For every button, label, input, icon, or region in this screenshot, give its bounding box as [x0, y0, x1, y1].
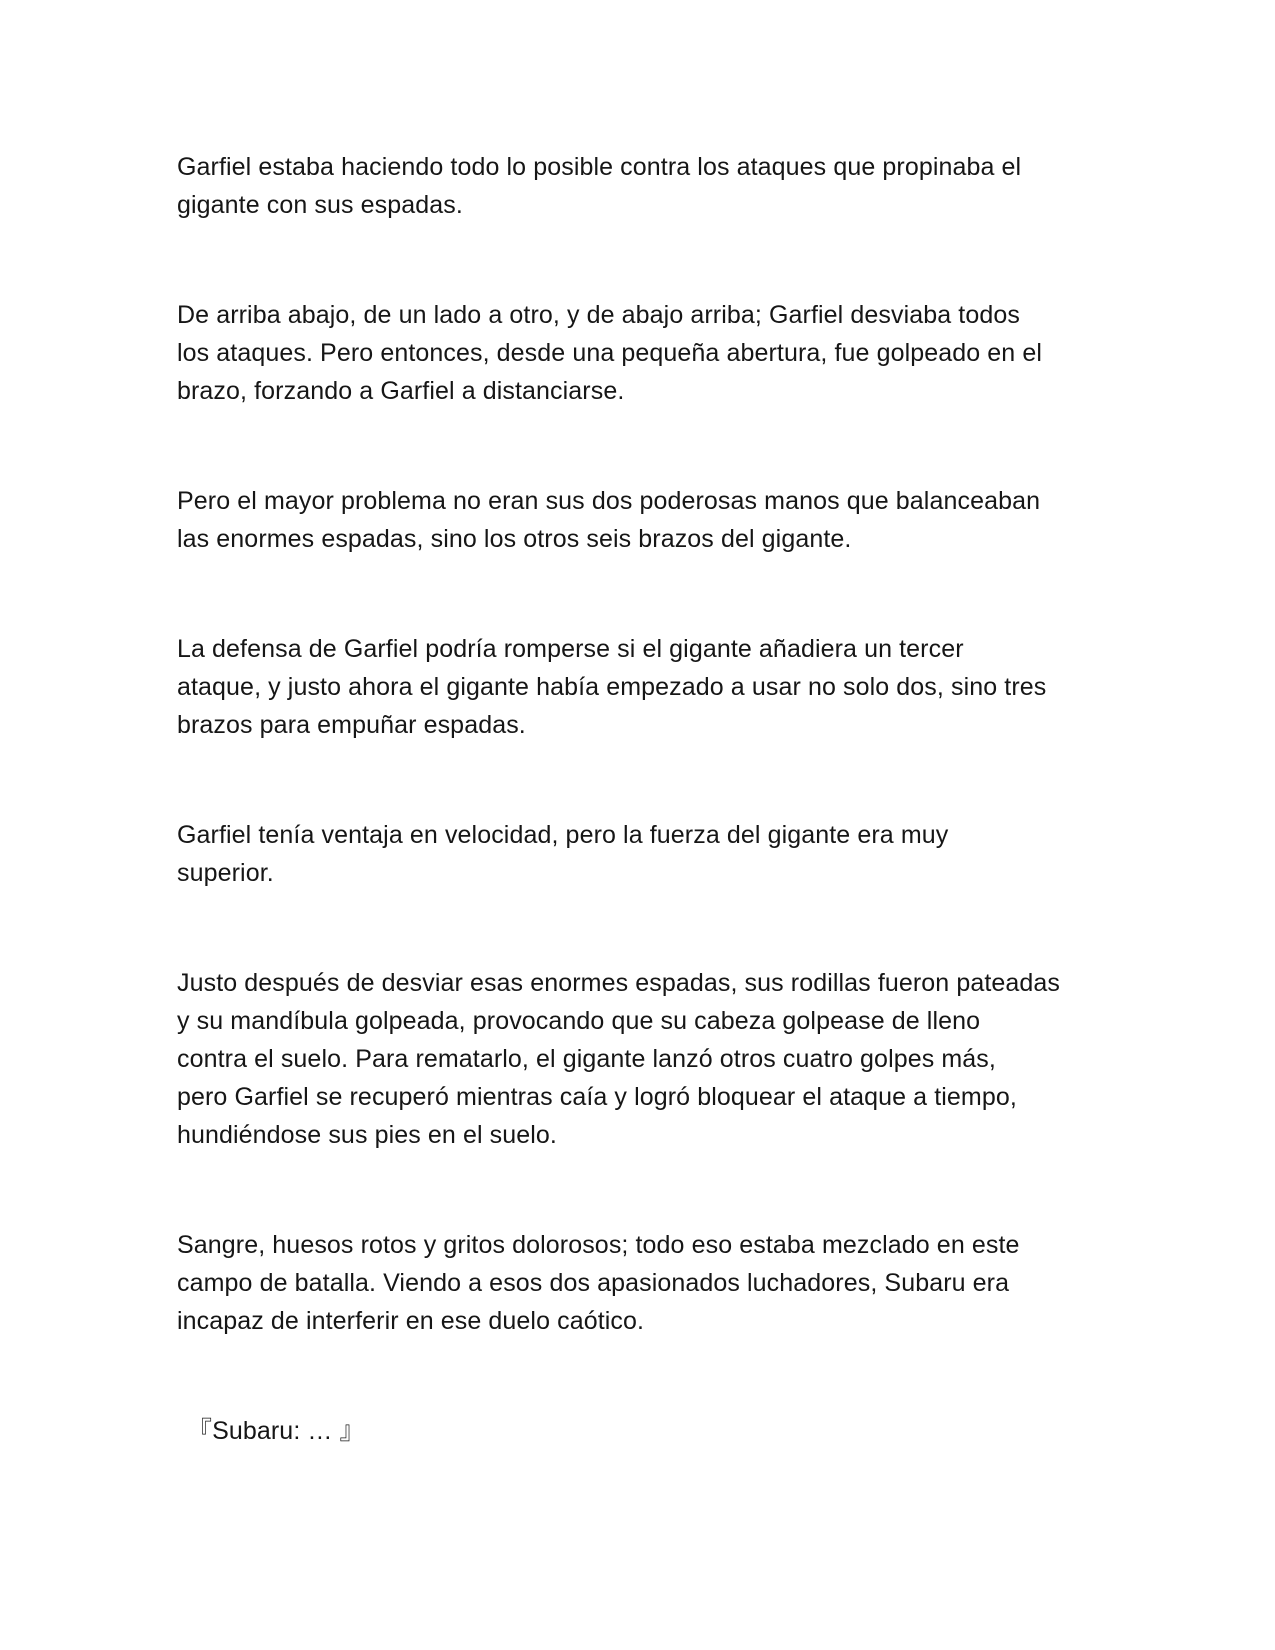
paragraph-2: De arriba abajo, de un lado a otro, y de abajo arriba; Garfiel desviaba todos los ataques. Pero entonces, desde una pequeña abertura, fue golpeado en el brazo, forzando a Garfiel a distanciarse.: [177, 301, 1043, 405]
paragraph-1: Garfiel estaba haciendo todo lo posible contra los ataques que propinaba el gigante con sus espadas.: [177, 153, 1022, 219]
document-body: [177, 148, 1107, 1450]
paragraph-7: Sangre, huesos rotos y gritos dolorosos; todo eso estaba mezclado en este campo de batalla. Viendo a esos dos apasionados luchadores, Subaru era incapaz de interferir en ese duelo caótico.: [177, 1231, 1020, 1335]
paragraph-5: Garfiel tenía ventaja en velocidad, pero la fuerza del gigante era muy superior.: [177, 821, 949, 887]
dialogue-line: 『Subaru: … 』: [187, 1417, 365, 1445]
paragraph-6: Justo después de desviar esas enormes espadas, sus rodillas fueron pateadas y su mandíbula golpeada, provocando que su cabeza golpease de lleno contra el suelo. Para rematarlo, el gigante lanzó otros cuatro golpes más, pero Garfiel se recuperó mientras caía y logró bloquear el ataque a tiempo, hundiéndose sus pies en el suelo.: [177, 969, 1061, 1149]
paragraph-4: La defensa de Garfiel podría romperse si el gigante añadiera un tercer ataque, y justo ahora el gigante había empezado a usar no solo dos, sino tres brazos para empuñar espadas.: [177, 635, 1047, 739]
paragraph-3: Pero el mayor problema no eran sus dos poderosas manos que balanceaban las enormes espadas, sino los otros seis brazos del gigante.: [177, 487, 1041, 553]
